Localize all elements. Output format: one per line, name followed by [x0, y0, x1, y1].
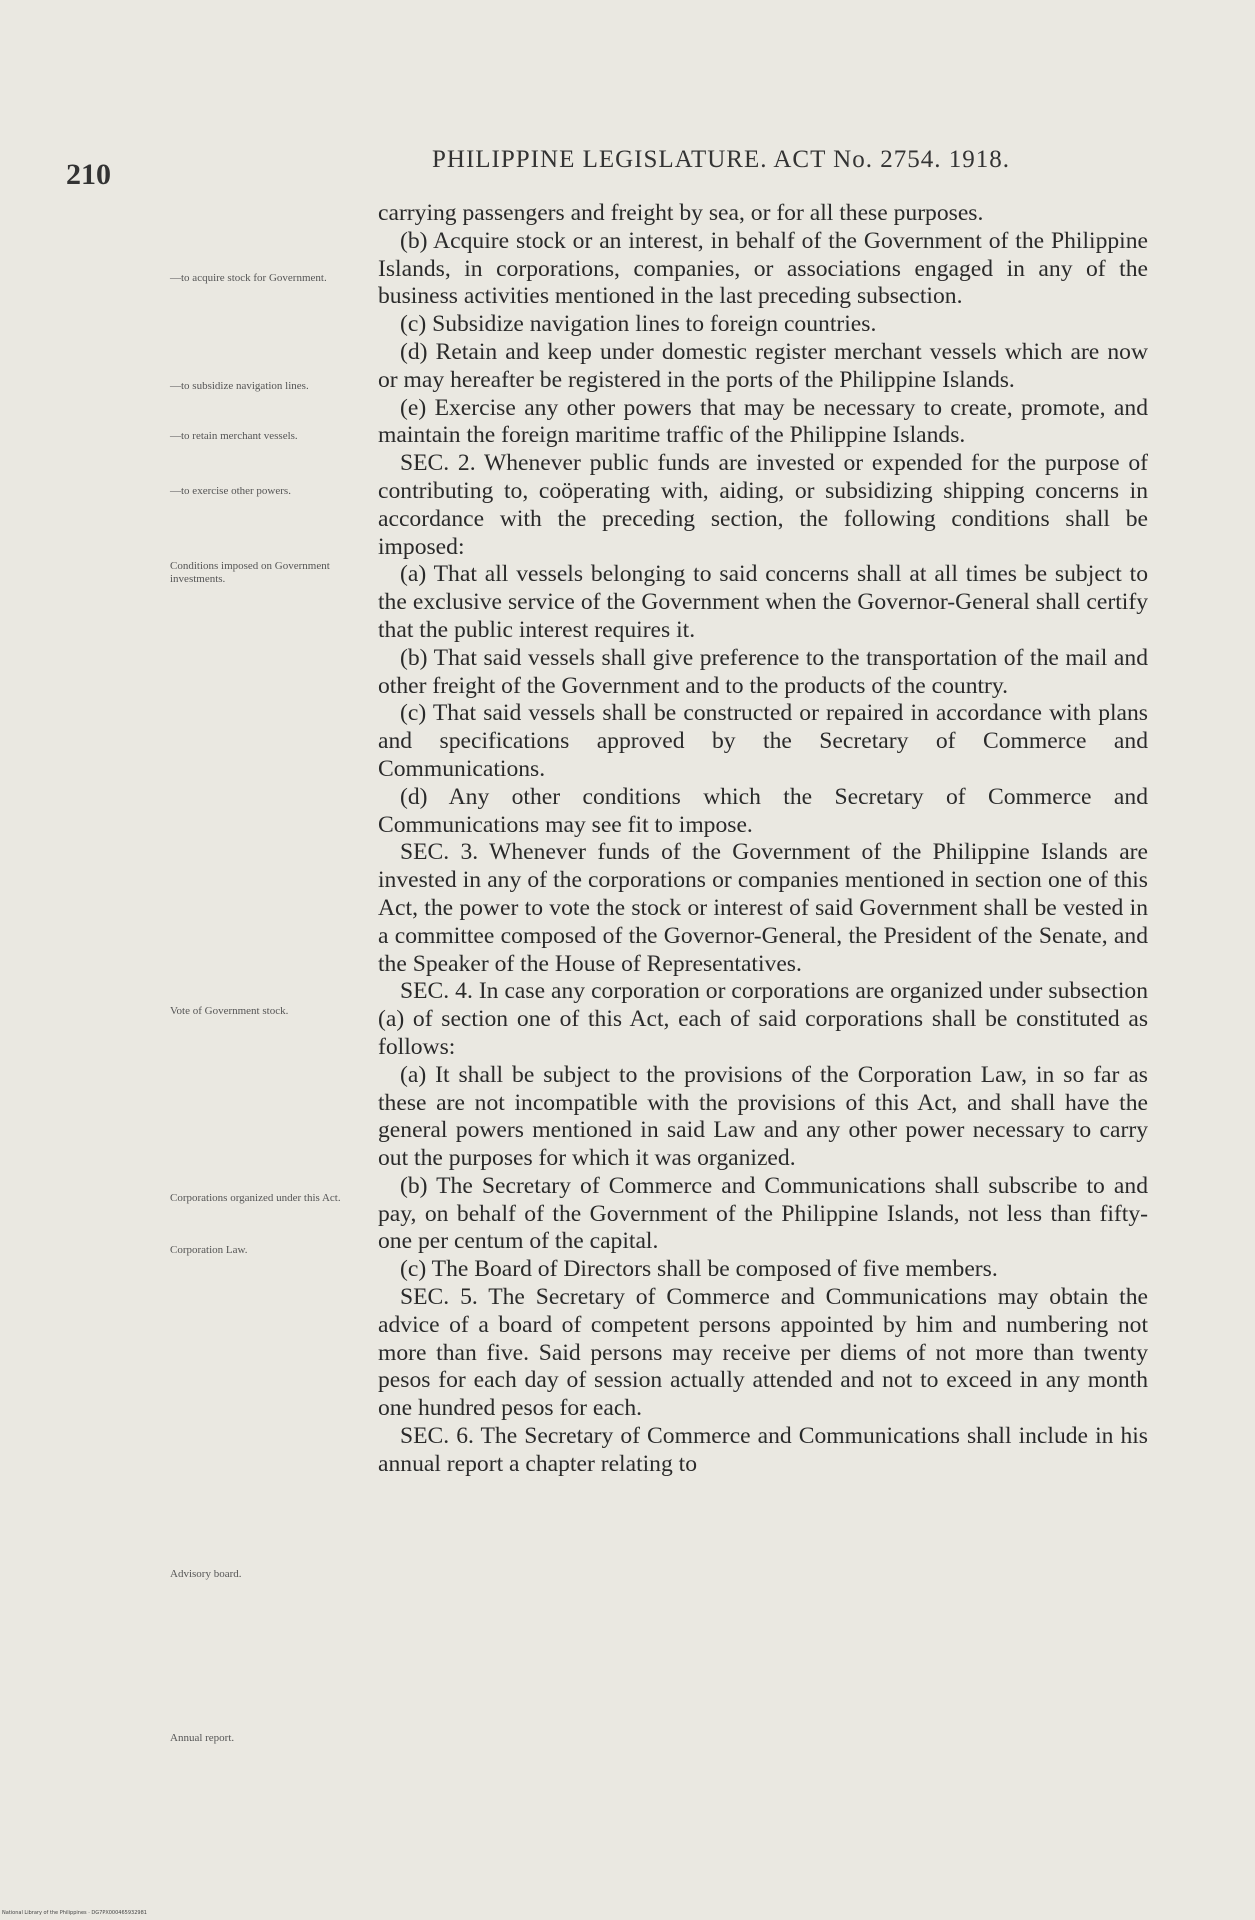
page-number: 210 [66, 158, 111, 191]
paragraph: (b) That said vessels shall give preference to the transportation of the mail and other freight of the Government and to the products of the country. [378, 644, 1148, 699]
paragraph: (c) That said vessels shall be constructed or repaired in accordance with plans and specifications approved by the Secretary of Commerce and Communications. [378, 700, 1148, 782]
paragraph: (b) Acquire stock or an interest, in behalf of the Government of the Philippine Islands, in corporations, companies, or associations engaged in any of the business activities mentioned in the last preceding subsection. [378, 227, 1148, 310]
paragraph: (d) Any other conditions which the Secretary of Commerce and Communications may see fit to impose. [378, 783, 1148, 838]
margin-note: —to subsidize navigation lines. [170, 380, 309, 392]
margin-note: —to retain merchant vessels. [170, 430, 298, 442]
running-head: PHILIPPINE LEGISLATURE. ACT No. 2754. 1918. [432, 146, 1010, 173]
paragraph: carrying passengers and freight by sea, or for all these purposes. [378, 200, 984, 226]
paragraph: (a) It shall be subject to the provisions of the Corporation Law, in so far as these are not incompatible with the provisions of this Act, and shall have the general powers mentioned in said Law and any other power necessary to carry out the purposes for which it was organized. [378, 1061, 1148, 1172]
paragraph: SEC. 2. Whenever public funds are invested or expended for the purpose of contributing to, coöperating with, aiding, or subsidizing shipping concerns in accordance with the preceding section, the following conditions shall be imposed: [378, 450, 1148, 560]
margin-note: Advisory board. [170, 1568, 242, 1580]
paragraph: SEC. 3. Whenever funds of the Government of the Philippine Islands are invested in any of the corporations or companies mentioned in section one of this Act, the power to vote the stock or interest of said Government shall be vested in a committee composed of the Governor-General, the President of the Senate, and the Speaker of the House of Representatives. [378, 839, 1148, 977]
paragraph: (d) Retain and keep under domestic register merchant vessels which are now or may hereafter be registered in the ports of the Philippine Islands. [378, 338, 1148, 393]
margin-note: Vote of Government stock. [170, 1005, 289, 1017]
margin-note: —to acquire stock for Government. [170, 272, 327, 284]
paragraph: SEC. 6. The Secretary of Commerce and Communications shall include in his annual report a chapter relating to [378, 1423, 1148, 1477]
paragraph: SEC. 5. The Secretary of Commerce and Communications may obtain the advice of a board of competent persons appointed by him and numbering not more than five. Said persons may receive per diems of not more than twenty pesos for each day of session actually attended and not to exceed in any month one hundred pesos for each. [378, 1284, 1148, 1422]
body-text [378, 200, 1148, 1479]
paragraph: (c) The Board of Directors shall be composed of five members. [400, 1256, 998, 1283]
margin-note: Corporation Law. [170, 1244, 248, 1256]
margin-note: —to exercise other powers. [170, 485, 291, 497]
footer-credit: National Library of the Philippines · DG7PX000465932981 [2, 1910, 147, 1916]
paragraph: SEC. 4. In case any corporation or corporations are organized under subsection (a) of section one of this Act, each of said corporations shall be constituted as follows: [378, 978, 1148, 1060]
margin-note: Conditions imposed on Government investments. [170, 560, 330, 585]
margin-note: Corporations organized under this Act. [170, 1192, 341, 1204]
margin-note: Annual report. [170, 1732, 235, 1744]
paragraph: (b) The Secretary of Commerce and Communications shall subscribe to and pay, on behalf of the Government of the Philippine Islands, not less than fifty-one per centum of the capital. [378, 1172, 1148, 1255]
paragraph: (e) Exercise any other powers that may be necessary to create, promote, and maintain the foreign maritime traffic of the Philippine Islands. [378, 394, 1148, 449]
paragraph: (a) That all vessels belonging to said concerns shall at all times be subject to the exclusive service of the Government when the Governor-General shall certify that the public interest requires it. [378, 561, 1148, 643]
paragraph: (c) Subsidize navigation lines to foreign countries. [400, 311, 877, 338]
